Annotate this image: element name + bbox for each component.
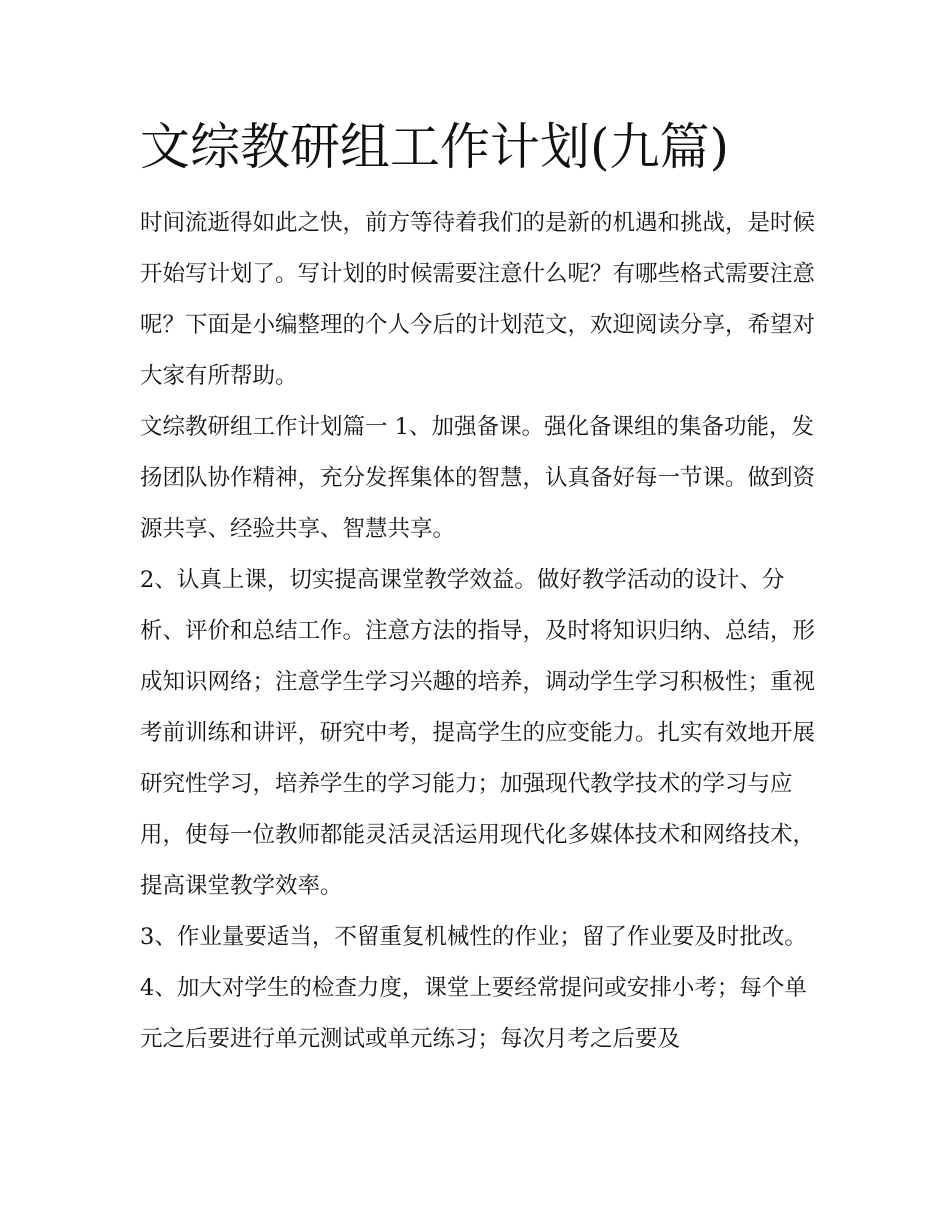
document-title: 文综教研组工作计划(九篇) — [140, 118, 730, 176]
plan-item-2-paragraph: 2、认真上课，切实提高课堂教学效益。做好教学活动的设计、分析、评价和总结工作。注意方法的指导，及时将知识归纳、总结，形成知识网络；注意学生学习兴趣的培养，调动学生学习积极性；重视考前训练和讲评，研究中考，提高学生的应变能力。扎实有效地开展研究性学习，培养学生的学习能力；加强现代教学技术的学习与应用，使每一位教师都能灵活灵活运用现代化多媒体技术和网络技术，提高课堂教学效率。 — [140, 567, 816, 899]
intro-paragraph: 时间流逝得如此之快，前方等待着我们的是新的机遇和挑战，是时候开始写计划了。写计划的时候需要注意什么呢？有哪些格式需要注意呢？下面是小编整理的个人今后的计划范文，欢迎阅读分享，希望对大家有所帮助。 — [140, 210, 816, 389]
plan-item-4-paragraph: 4、加大对学生的检查力度，课堂上要经常提问或安排小考；每个单元之后要进行单元测试或单元练习；每次月考之后要及 — [140, 975, 807, 1052]
document-body — [140, 198, 820, 1065]
plan-item-1-paragraph: 文综教研组工作计划篇一 1、加强备课。强化备课组的集备功能，发扬团队协作精神，充分发挥集体的智慧，认真备好每一节课。做到资源共享、经验共享、智慧共享。 — [140, 414, 816, 542]
plan-item-3-paragraph: 3、作业量要适当，不留重复机械性的作业；留了作业要及时批改。 — [140, 924, 807, 950]
